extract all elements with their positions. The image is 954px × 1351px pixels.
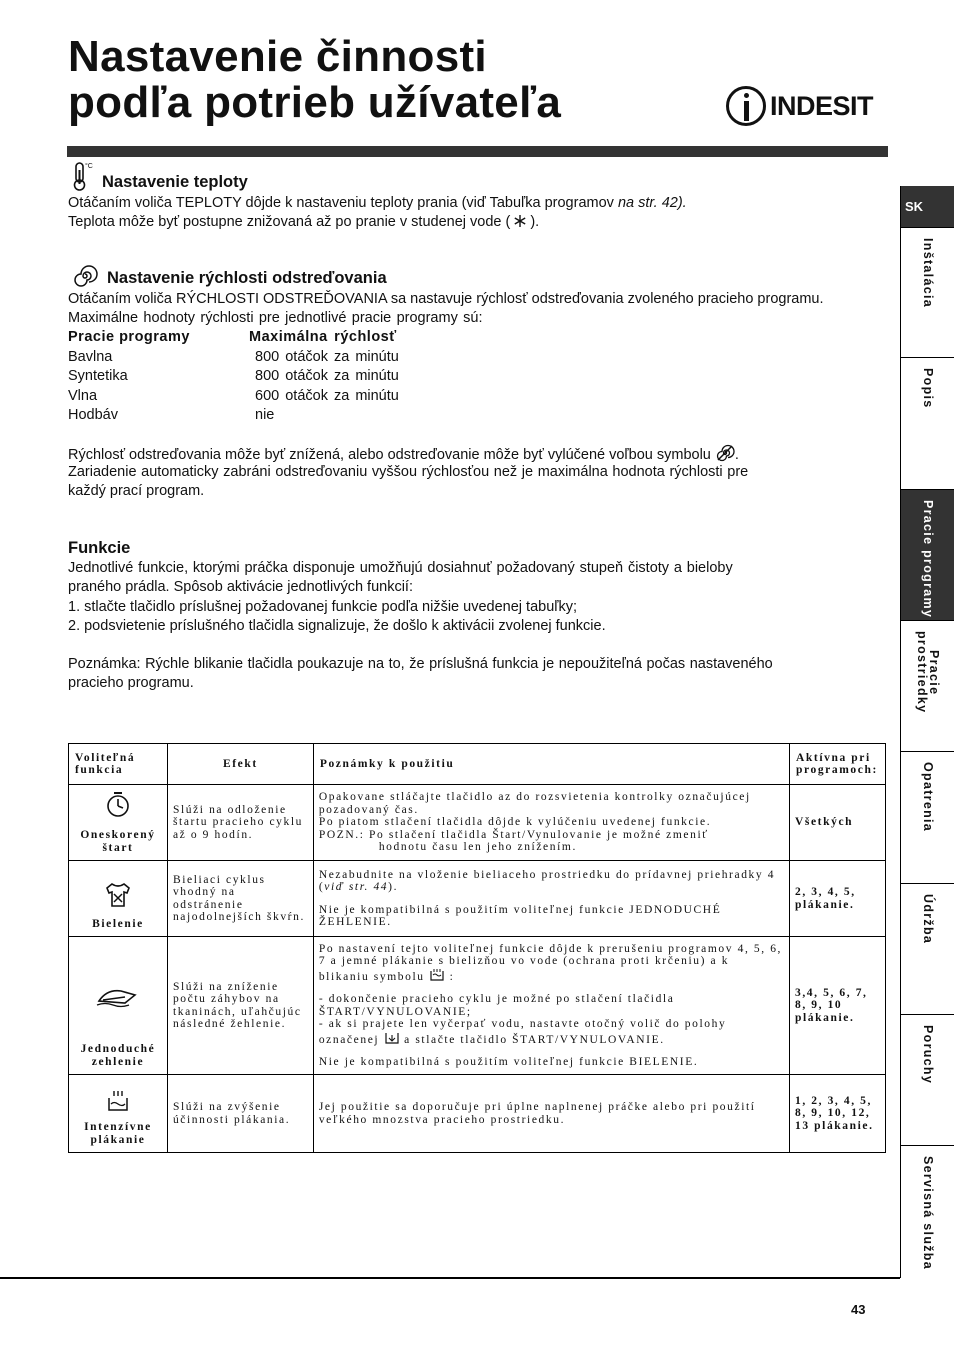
spin-note-3: každý prací program. <box>68 483 205 499</box>
programs-cell: 3,4, 5, 6, 7, 8, 9, 10 plákanie. <box>789 937 885 1075</box>
header-notes: Poznámky k použitiu <box>313 744 789 785</box>
spin-icon <box>72 264 98 288</box>
logo-i-icon <box>726 86 766 126</box>
temperature-line-2: Teplota môže byť postupne znižovaná až po pranie v studenej vode ( ). <box>68 214 540 230</box>
functions-line-1: Jednotlivé funkcie, ktorými práčka disponuje umožňujú dosiahnuť požadovaný stupeň čistoty a bieloby <box>68 560 733 576</box>
sidebar-tab-pracie-programy[interactable]: Pracie programy <box>901 490 954 621</box>
svg-text:°C: °C <box>85 163 93 170</box>
spin-table-row: Vlna 600 otáčok za minútu <box>68 387 399 404</box>
sidebar-tab-sk[interactable]: SK <box>901 186 954 228</box>
function-cell: Oneskorený štart <box>69 785 168 861</box>
spin-table-row: Bavlna 800 otáčok za minútu <box>68 348 399 365</box>
function-cell: Bielenie <box>69 861 168 937</box>
intensive-rinse-icon <box>106 1089 130 1113</box>
title-line-2: podľa potrieb užívateľa <box>68 78 562 127</box>
header-effect: Efekt <box>167 744 313 785</box>
brand-name: INDESIT <box>770 90 874 121</box>
sidebar-tab-pracie-prostriedky[interactable]: Pracie prostriedky <box>901 621 954 752</box>
table-row <box>69 937 886 1075</box>
effect-cell: Bieliaci cyklus vhodný na odstránenie najodolnejších škvŕn. <box>167 861 313 937</box>
sidebar-tab-instalacia[interactable]: Inštalácia <box>901 228 954 358</box>
programs-cell: 2, 3, 4, 5, plákanie. <box>789 861 885 937</box>
temperature-line-1: Otáčaním voliča TEPLOTY dôjde k nastaveniu teploty prania (viď Tabuľka programov na str. 42). <box>68 195 687 211</box>
effect-cell: Slúži na odloženie štartu pracieho cyklu až o 9 hodín. <box>167 785 313 861</box>
functions-note-1: Poznámka: Rýchle blikanie tlačidla poukazuje na to, že príslušná funkcia je nepoužiteľná počas nastaveného <box>68 656 773 672</box>
page-number: 43 <box>851 1302 866 1317</box>
spin-table-row: Syntetika 800 otáčok za minútu <box>68 368 399 384</box>
delay-clock-icon <box>104 791 132 819</box>
easy-iron-icon <box>95 985 141 1009</box>
spin-speed-table <box>68 328 399 426</box>
notes-cell: Opakovane stláčajte tlačidlo az do rozsvietenia kontrolky označujúcej pozadovaný čas. Po piatom stlačení tlačidla dôjde k vylúčeniu uvedenej funkcie. POZN.: Po stlačení tlačidla Štart/Vynulovanie je možné zmeniť hodnotu času len jeho znížením. <box>313 785 789 861</box>
notes-cell: Jej použitie sa doporučuje pri úplne naplnenej práčke alebo pri použití veľkého mnozstva pracieho prostriedku. <box>313 1075 789 1153</box>
table-row <box>69 861 886 937</box>
programs-cell: 1, 2, 3, 4, 5, 8, 9, 10, 12, 13 plákanie. <box>789 1075 885 1153</box>
page-title <box>68 34 561 126</box>
sidebar-tab-servisna-sluzba[interactable]: Servisná služba <box>921 1156 935 1270</box>
effect-cell: Slúži na zvýšenie účinnosti plákania. <box>167 1075 313 1153</box>
spin-line-2: Maximálne hodnoty rýchlosti pre jednotlivé pracie programy sú: <box>68 310 483 326</box>
functions-heading: Funkcie <box>68 539 131 557</box>
spin-note-2: Zariadenie automaticky zabráni odstreďovaniu vyššou rýchlosťou než je maximálna hodnota rýchlosti pre <box>68 464 749 480</box>
table-row <box>69 1075 886 1153</box>
programs-cell: Všetkých <box>789 785 885 861</box>
functions-note-2: pracieho programu. <box>68 675 194 691</box>
spin-table-row: Hodbáv nie <box>68 407 275 423</box>
spin-heading: Nastavenie rýchlosti odstreďovania <box>107 269 387 287</box>
functions-line-2: praného prádla. Spôsob aktivácie jednotlivých funkcií: <box>68 579 413 595</box>
sidebar-tab-popis[interactable]: Popis <box>901 358 954 490</box>
thermometer-icon <box>72 160 98 192</box>
drain-icon <box>384 1031 400 1045</box>
sidebar-tab-opatrenia[interactable]: Opatrenia <box>901 752 954 884</box>
spin-note-1: Rýchlosť odstreďovania môže byť znížená, alebo odstreďovanie môže byť vylúčené voľbou symbolu . <box>68 444 739 466</box>
notes-cell: Nezabudnite na vloženie bieliaceho prostriedku do prídavnej priehradky 4 (viď str. 44). Nie je kompatibilná s použitím voliteľnej funkcie JEDNODUCHÉ ŽEHLENIE. <box>313 861 789 937</box>
temperature-heading: Nastavenie teploty <box>102 173 248 191</box>
spin-table-header: Pracie programy Maximálna rýchlosť <box>68 329 397 345</box>
sidebar-tab-udrzba[interactable]: Údržba <box>901 884 954 1015</box>
effect-cell: Slúži na zníženie počtu záhybov na tkaninách, uľahčujúc následné žehlenie. <box>167 937 313 1075</box>
sidebar-tab-poruchy[interactable]: Poruchy <box>901 1015 954 1146</box>
rinse-hold-icon <box>429 968 445 982</box>
functions-line-4: 2. podsvietenie príslušného tlačidla signalizuje, že došlo k aktivácii zvolenej funkcie. <box>68 618 606 634</box>
spin-line-1: Otáčaním voliča RÝCHLOSTI ODSTREĎOVANIA sa nastavuje rýchlosť odstreďovania zvoleného pracieho programu. <box>68 291 824 307</box>
functions-table <box>68 743 886 1153</box>
cold-water-icon <box>512 214 528 228</box>
header-programs: Aktívna pri programoch: <box>789 744 885 785</box>
footer-rule <box>0 1277 900 1279</box>
sidebar <box>900 186 954 1278</box>
bleach-shirt-icon <box>104 882 132 908</box>
header-function: Voliteľná funkcia <box>69 744 168 785</box>
function-cell: Jednoduché zehlenie <box>69 937 168 1075</box>
functions-line-3: 1. stlačte tlačidlo príslušnej požadovanej funkcie podľa nižšie uvedenej tabuľky; <box>68 599 578 615</box>
no-spin-icon <box>715 444 735 462</box>
header-rule <box>67 146 888 157</box>
indesit-logo <box>726 86 873 126</box>
notes-cell: Po nastavení tejto voliteľnej funkcie dôjde k prerušeniu programov 4, 5, 6, 7 a jemné plákanie s bielizňou vo vode (ochrana proti krčeniu) a k blikaniu symbolu : - dokončenie pracieho cyklu je možné po stlačení tlačidla ŠTART/VYNULOVANIE; - ak si prajete len vyčerpať vodu, nastavte otočný volič do polohy označenej a stlačte tlačidlo ŠTART/VYNULOVANIE. Nie je kompatibilná s použitím voliteľnej funkcie BIELENIE. <box>313 937 789 1075</box>
function-cell: Intenzívne plákanie <box>69 1075 168 1153</box>
title-line-1: Nastavenie činnosti <box>68 32 487 81</box>
table-row <box>69 785 886 861</box>
table-header-row <box>69 744 886 785</box>
